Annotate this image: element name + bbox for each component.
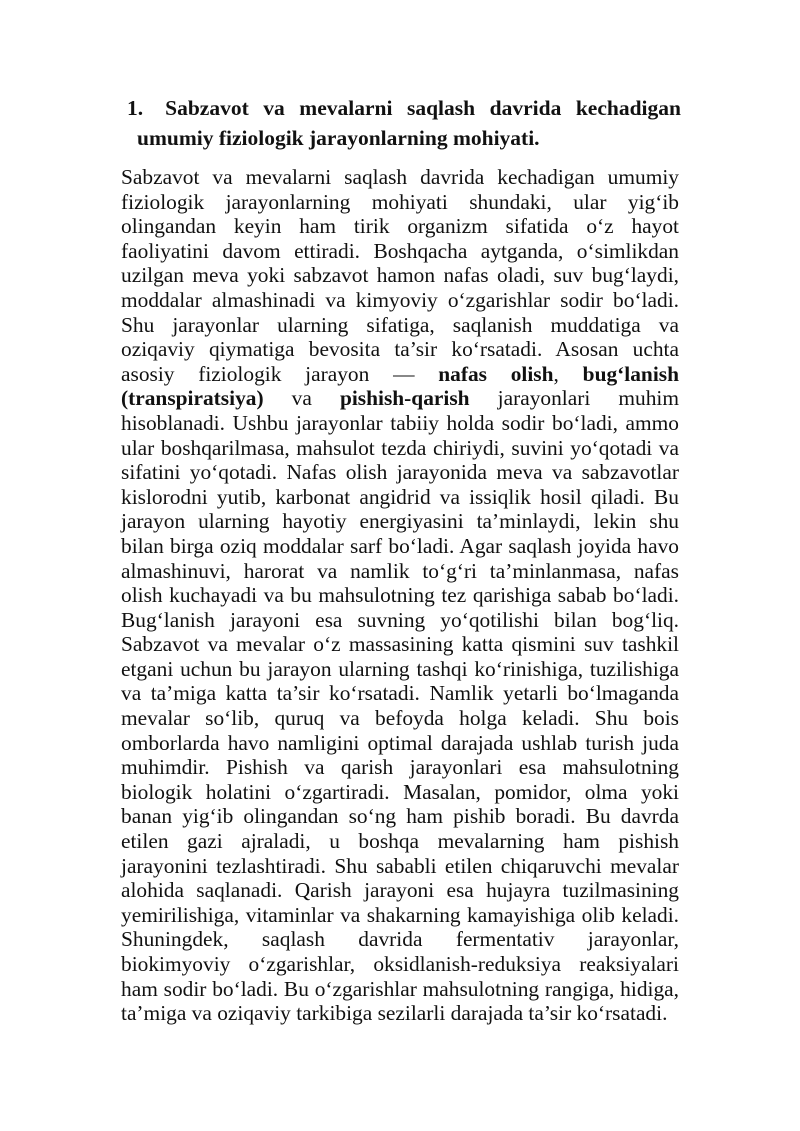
text-line-last: ta’miga va oziqaviy tarkibiga sezilarli darajada ta’sir ko‘rsatadi. [121,1001,668,1026]
text-line: etgani uchun bu jarayon ularning tashqi ko‘rinishiga, tuzilishiga [121,656,679,681]
text-fragment: asosiy fiziologik jarayon — [121,361,415,386]
text-line: biologik holatini o‘zgartiradi. Masalan, pomidor, olma yoki [121,779,679,804]
text-line: almashinuvi, harorat va namlik to‘g‘ri ta’minlanmasa, nafas [121,558,679,583]
text-line: jarayonini tezlashtiradi. Shu sababli etilen chiqaruvchi mevalar [121,853,679,878]
text-fragment: , [553,361,559,386]
text-line: uzilgan meva yoki sabzavot hamon nafas oladi, suv bug‘laydi, [121,263,679,288]
heading-line-1 [121,93,681,123]
bold-term-buglanish: bug‘lanish [582,361,679,386]
text-line: ular boshqarilmasa, mahsulot tezda chiriydi, suvini yo‘qotadi va [121,435,679,460]
text-line: olingandan keyin ham tirik organizm sifatida o‘z hayot [121,214,679,239]
text-line: banan yig‘ib olingandan so‘ng ham pishib boradi. Bu davrda [121,804,679,829]
text-line: alohida saqlanadi. Qarish jarayoni esa hujayra tuzilmasining [121,878,679,903]
text-line: omborlarda havo namligini optimal darajada ushlab turish juda [121,730,679,755]
text-line: fiziologik jarayonlarning mohiyati shundaki, ular yig‘ib [121,189,679,214]
body-paragraph [121,165,679,1026]
text-line: hisoblanadi. Ushbu jarayonlar tabiiy holda sodir bo‘ladi, ammo [121,410,679,435]
text-line: va ta’miga katta ta’sir ko‘rsatadi. Namlik yetarli bo‘lmaganda [121,681,679,706]
text-line: biokimyoviy o‘zgarishlar, oksidlanish-reduksiya reaksiyalari [121,952,679,976]
text-fragment: jarayonlari muhim [497,386,679,411]
bold-term-transpiratsiya: (transpiratsiya) [121,386,264,411]
text-line: yemirilishiga, vitaminlar va shakarning kamayishiga olib keladi. [121,902,679,927]
section-heading [121,93,681,153]
text-line: Shu jarayonlar ularning sifatiga, saqlanish muddatiga va [121,312,679,337]
text-line: mevalar so‘lib, quruq va befoyda holga keladi. Shu bois [121,706,679,731]
bold-term-nafas-olish: nafas olish [438,361,554,386]
heading-number: 1. [127,96,144,120]
text-line: faoliyatini davom ettiradi. Boshqacha aytganda, o‘simlikdan [121,238,679,263]
text-line: ham sodir bo‘ladi. Bu o‘zgarishlar mahsulotning rangiga, hidiga, [121,976,679,1001]
text-line: sifatini yo‘qotadi. Nafas olish jarayonida meva va sabzavotlar [121,460,679,485]
text-line: etilen gazi ajraladi, u boshqa mevalarning ham pishish [121,829,679,854]
text-line: bilan birga oziq moddalar sarf bo‘ladi. Agar saqlash joyida havo [121,533,679,558]
text-line: muhimdir. Pishish va qarish jarayonlari esa mahsulotning [121,755,679,780]
text-line: Shuningdek, saqlash davrida fermentativ jarayonlar, [121,927,679,952]
bold-term-pishish-qarish: pishish-qarish [339,386,470,411]
text-line: jarayon ularning hayotiy energiyasini ta’minlaydi, lekin shu [121,509,679,534]
text-line: Sabzavot va mevalarni saqlash davrida kechadigan umumiy [121,165,679,189]
text-line: moddalar almashinadi va kimyoviy o‘zgarishlar sodir bo‘ladi. [121,287,679,312]
text-line: oziqaviy qiymatiga bevosita ta’sir ko‘rsatadi. Asosan uchta [121,337,679,362]
text-line-with-bold-terms [121,362,679,387]
text-line: Sabzavot va mevalar o‘z massasining katta qismini suv tashkil [121,632,679,657]
text-line: olish kuchayadi va bu mahsulotning tez qarishiga sabab bo‘ladi. [121,583,679,608]
text-line: kislorodni yutib, karbonat angidrid va issiqlik hosil qiladi. Bu [121,484,679,509]
heading-title-part-2: umumiy fiziologik jarayonlarning mohiyati. [137,126,540,150]
heading-title-part-1: Sabzavot va mevalarni saqlash davrida kechadigan [165,96,681,120]
text-line-with-bold-terms [121,386,679,411]
text-fragment: va [291,386,312,411]
text-line: Bug‘lanish jarayoni esa suvning yo‘qotilishi bilan bog‘liq. [121,607,679,632]
